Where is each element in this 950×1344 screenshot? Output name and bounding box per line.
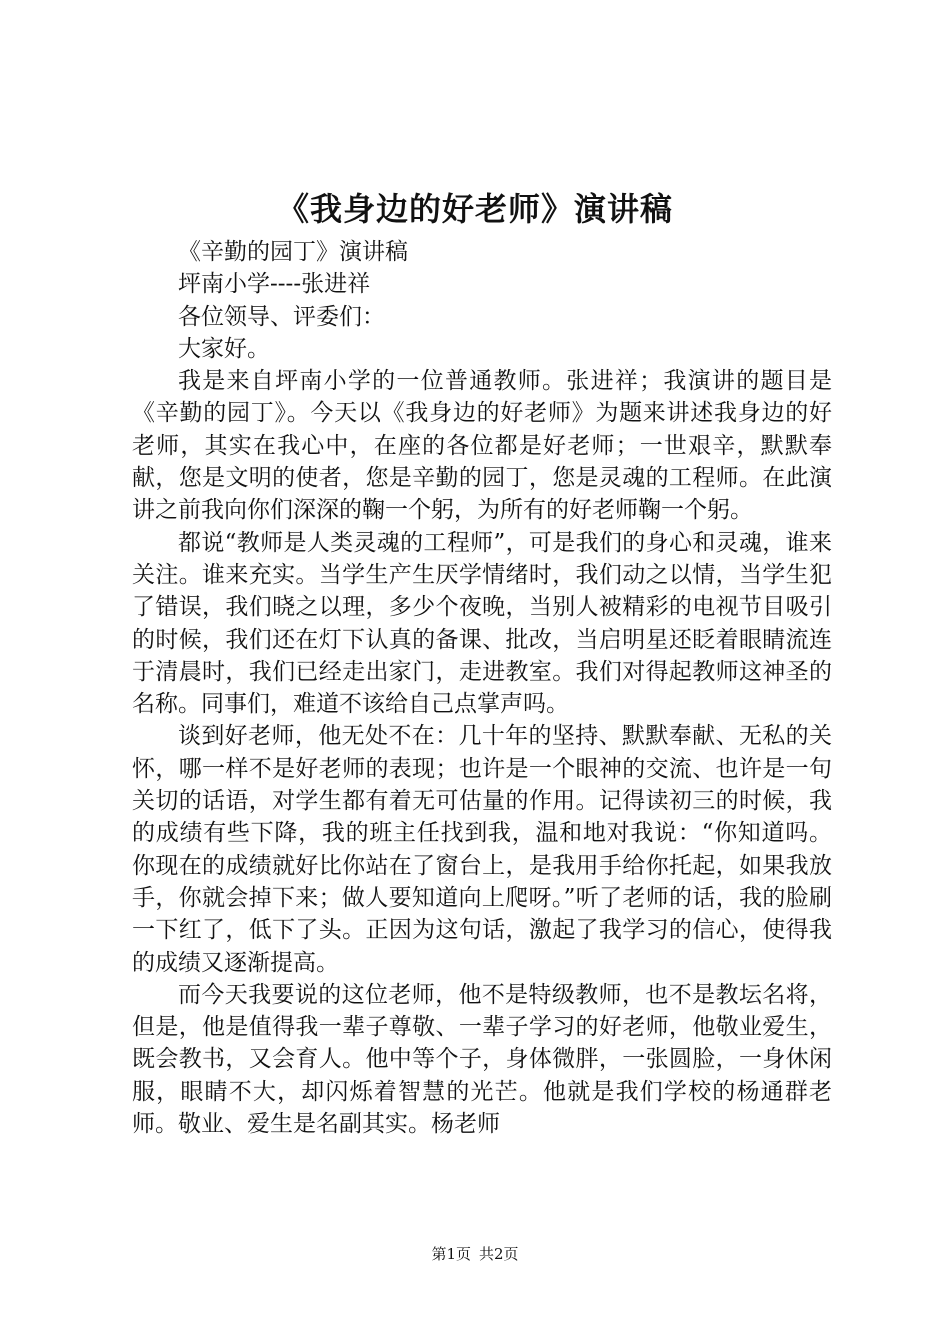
body-paragraph: 谈到好老师，他无处不在：几十年的坚持、默默奉献、无私的关怀，哪一样不是好老师的表现；也许是一个眼神的交流、也许是一句关切的话语，对学生都有着无可估量的作用。记得读初三的时候，我的成绩有些下降，我的班主任找到我，温和地对我说：“你知道吗。你现在的成绩就好比你站在了窗台上，是我用手给你托起，如果我放手，你就会掉下来；做人要知道向上爬呀。”听了老师的话，我的脸刷一下红了，低下了头。正因为这句话，激起了我学习的信心，使得我的成绩又逐渐提高。: [132, 723, 832, 976]
speaker-line: 坪南小学----张进祥: [178, 271, 371, 298]
document-body: [132, 236, 832, 1140]
body-paragraph: 我是来自坪南小学的一位普通教师。张进祥；我演讲的题目是《辛勤的园丁》。今天以《我身边的好老师》为题来讲述我身边的好老师，其实在我心中，在座的各位都是好老师；一世艰辛，默默奉献，您是文明的使者，您是辛勤的园丁，您是灵魂的工程师。在此演讲之前我向你们深深的鞠一个躬，为所有的好老师鞠一个躬。: [132, 368, 832, 524]
body-paragraph: 而今天我要说的这位老师，他不是特级教师，也不是教坛名将，但是，他是值得我一辈子尊敬、一辈子学习的好老师，他敬业爱生，既会教书，又会育人。他中等个子，身体微胖，一张圆脸，一身休闲服，眼睛不大，却闪烁着智慧的光芒。他就是我们学校的杨通群老师。敬业、爱生是名副其实。杨老师: [132, 981, 832, 1138]
speech-subtitle: 《辛勤的园丁》演讲稿: [178, 239, 408, 265]
salutation: 各位领导、评委们：: [178, 303, 385, 330]
body-paragraph: 都说“教师是人类灵魂的工程师”，可是我们的身心和灵魂，谁来关注。谁来充实。当学生产生厌学情绪时，我们动之以情，当学生犯了错误，我们晓之以理，多少个夜晚，当别人被精彩的电视节目吸引的时候，我们还在灯下认真的备课、批改，当启明星还眨着眼睛流连于清晨时，我们已经走出家门，走进教室。我们对得起教师这神圣的名称。同事们，难道不该给自己点掌声吗。: [132, 529, 832, 718]
document-title: 《我身边的好老师》演讲稿: [276, 190, 673, 228]
page-total: 共2页: [479, 1245, 519, 1263]
page-number: 第1页: [431, 1245, 471, 1263]
greeting: 大家好。: [178, 335, 270, 362]
page-footer: [0, 1244, 950, 1264]
